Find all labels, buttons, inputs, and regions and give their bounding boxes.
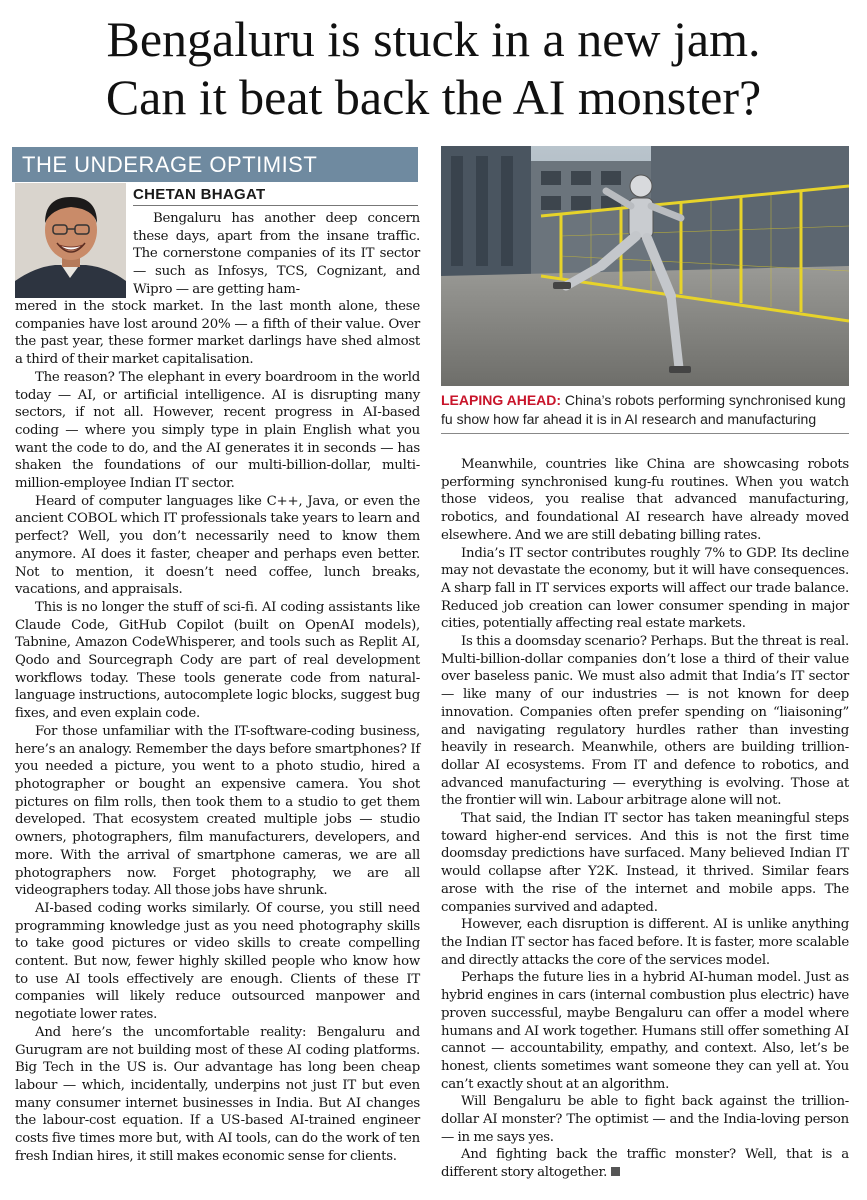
caption-text: China’s robots performing synchronised kung fu show how far ahead it is in AI research and manufacturing bbox=[441, 392, 846, 427]
article-paragraph-10: Is this a doomsday scenario? Perhaps. But the threat is real. Multi-billion-dollar companies don’t lose a third of their value over baseless panic. We must also admit that India’s IT sector — like many of our industries — is not known for deep innovation. Companies often prefer spending on “liaisoning” and navigating regulatory hurdles rather than investing heavily in research. Meanwhile, others are building trillion-dollar AI ecosystems. From IT and defence to robotics, and advanced manufacturing — everything is evolving. Those at the frontier will win. Labour arbitrage alone will not. bbox=[441, 634, 849, 809]
robot-photo bbox=[441, 146, 849, 386]
article-column-left bbox=[15, 298, 420, 1165]
article-paragraph-13: Perhaps the future lies in a hybrid AI-human model. Just as hybrid engines in cars (internal combustion plus electric) have proven successful, maybe Bengaluru can offer a model where humans and AI work together. Humans still offer something AI cannot — accountability, empathy, and context. Also, let’s be honest, clients sometimes want someone they can yell at. You can’t exactly shout at an algorithm. bbox=[441, 970, 849, 1092]
article-paragraph-8: Meanwhile, countries like China are showcasing robots performing synchronised kung-fu routines. When you watch those videos, you realise that advanced manufacturing, robotics, and foundational AI research have already moved elsewhere. And we are still debating billing rates. bbox=[441, 457, 849, 543]
article-paragraph-2: The reason? The elephant in every boardroom in the world today — AI, or artificial intelligence. AI is disrupting many sectors, if not all. However, recent progress in AI-based coding — where you simply type in plain English what you want the code to do, and the AI generates it in seconds — has shaken the foundations of our multi-billion-dollar, multi-million-employee Indian IT sector. bbox=[15, 369, 420, 492]
caption-lead: LEAPING AHEAD: bbox=[441, 392, 562, 408]
photo-caption bbox=[441, 391, 851, 429]
article-column-right bbox=[441, 456, 849, 1182]
article-paragraph-5: For those unfamiliar with the IT-software-coding business, here’s an analogy. Remember the days before smartphones? If you needed a picture, you went to a photo studio, hired a photographer or bought an expensive camera. You shot pictures on film rolls, then took them to a studio to get them developed. That ecosystem created multiple jobs — studio owners, photographers, film manufacturers, developers, and more. With the arrival of smartphone cameras, we are all photographers now. Forget photography, we are all videographers today. All those jobs have shrunk. bbox=[15, 723, 420, 899]
author-byline: CHETAN BHAGAT bbox=[133, 186, 266, 203]
article-paragraph-6: AI-based coding works similarly. Of course, you still need programming knowledge just as you need photography skills to take good pictures or video skills to create compelling content. But now, fewer highly skilled people who know how to use AI tools effectively are enough. Clients of these IT companies will likely reduce outsourced manpower and negotiate lower rates. bbox=[15, 900, 420, 1023]
caption-divider bbox=[441, 433, 849, 434]
end-of-article-mark bbox=[611, 1167, 620, 1176]
article-paragraph-4: This is no longer the stuff of sci-fi. AI coding assistants like Claude Code, GitHub Copilot (built on OpenAI models), Tabnine, Amazon CodeWhisperer, and tools such as Replit AI, Qodo and Sourcegraph Cody are part of real development workflows today. These tools generate code from natural-language instructions, autocomplete logic blocks, suggest bug fixes, and even explain code. bbox=[15, 599, 420, 722]
article-paragraph-14: Will Bengaluru be able to fight back against the trillion-dollar AI monster? The optimist — and the India-loving person — in me says yes. bbox=[441, 1094, 849, 1145]
article-closing-paragraph bbox=[441, 1146, 849, 1181]
article-paragraph-1-part-b: mered in the stock market. In the last month alone, these companies have lost around 20% — a fifth of their value. Over the past year, these former market darlings have shed almost a third of their market capitalisation. bbox=[15, 299, 420, 368]
article-paragraph-12: However, each disruption is different. AI is unlike anything the Indian IT sector has faced before. It is faster, more scalable and directly attacks the core of the services model. bbox=[441, 917, 849, 968]
article-paragraph-15: And fighting back the traffic monster? Well, that is a different story altogether. bbox=[441, 1147, 849, 1181]
headline-line-1: Bengaluru is stuck in a new jam. bbox=[106, 11, 761, 67]
column-name-banner: THE UNDERAGE OPTIMIST bbox=[12, 147, 418, 182]
article-paragraph-1-part-a: Bengaluru has another deep concern these days, apart from the insane traffic. The cornerstone companies of its IT sector — such as Infosys, TCS, Cognizant, and Wipro — are getting ham- bbox=[133, 211, 420, 297]
article-paragraph-9: India’s IT sector contributes roughly 7% to GDP. Its decline may not devastate the economy, but it will have consequences. A sharp fall in IT services exports will affect our trade balance. Reduced job creation can lower consumer spending in major cities, potentially affecting real estate markets. bbox=[441, 545, 849, 632]
author-photo bbox=[15, 183, 126, 298]
headline bbox=[0, 10, 867, 126]
article-paragraph-11: That said, the Indian IT sector has taken meaningful steps toward higher-end services. And this is not the first time doomsday predictions have surfaced. Many believed Indian IT would collapse after Y2K. Instead, it thrived. Similar fears arose with the rise of the internet and mobile apps. The companies survived and adapted. bbox=[441, 811, 849, 915]
kung-fu-robot-illustration bbox=[441, 146, 849, 386]
article-intro-beside-photo bbox=[133, 210, 420, 299]
article-paragraph-3: Heard of computer languages like C++, Java, or even the ancient COBOL which IT professionals take years to learn and perfect? Well, you don’t necessarily need to know them anymore. AI does it faster, cheaper and perhaps even better. Not to mention, it doesn’t need coffee, lunch breaks, vacations, and appraisals. bbox=[15, 493, 420, 598]
headline-line-2: Can it beat back the AI monster? bbox=[105, 69, 762, 125]
article-paragraph-7: And here’s the uncomfortable reality: Bengaluru and Gurugram are not building most of these AI coding platforms. Big Tech in the US is. Our advantage has long been cheap labour — which, incidentally, underpins not just IT but even many consumer internet businesses in India. But AI changes the labour-cost equation. If a US-based AI-trained engineer costs five times more but, with AI tools, can do the work of ten fresh Indian hires, it still makes economic sense for clients. bbox=[15, 1024, 420, 1164]
byline-divider bbox=[133, 205, 418, 206]
author-portrait-illustration bbox=[15, 183, 126, 298]
